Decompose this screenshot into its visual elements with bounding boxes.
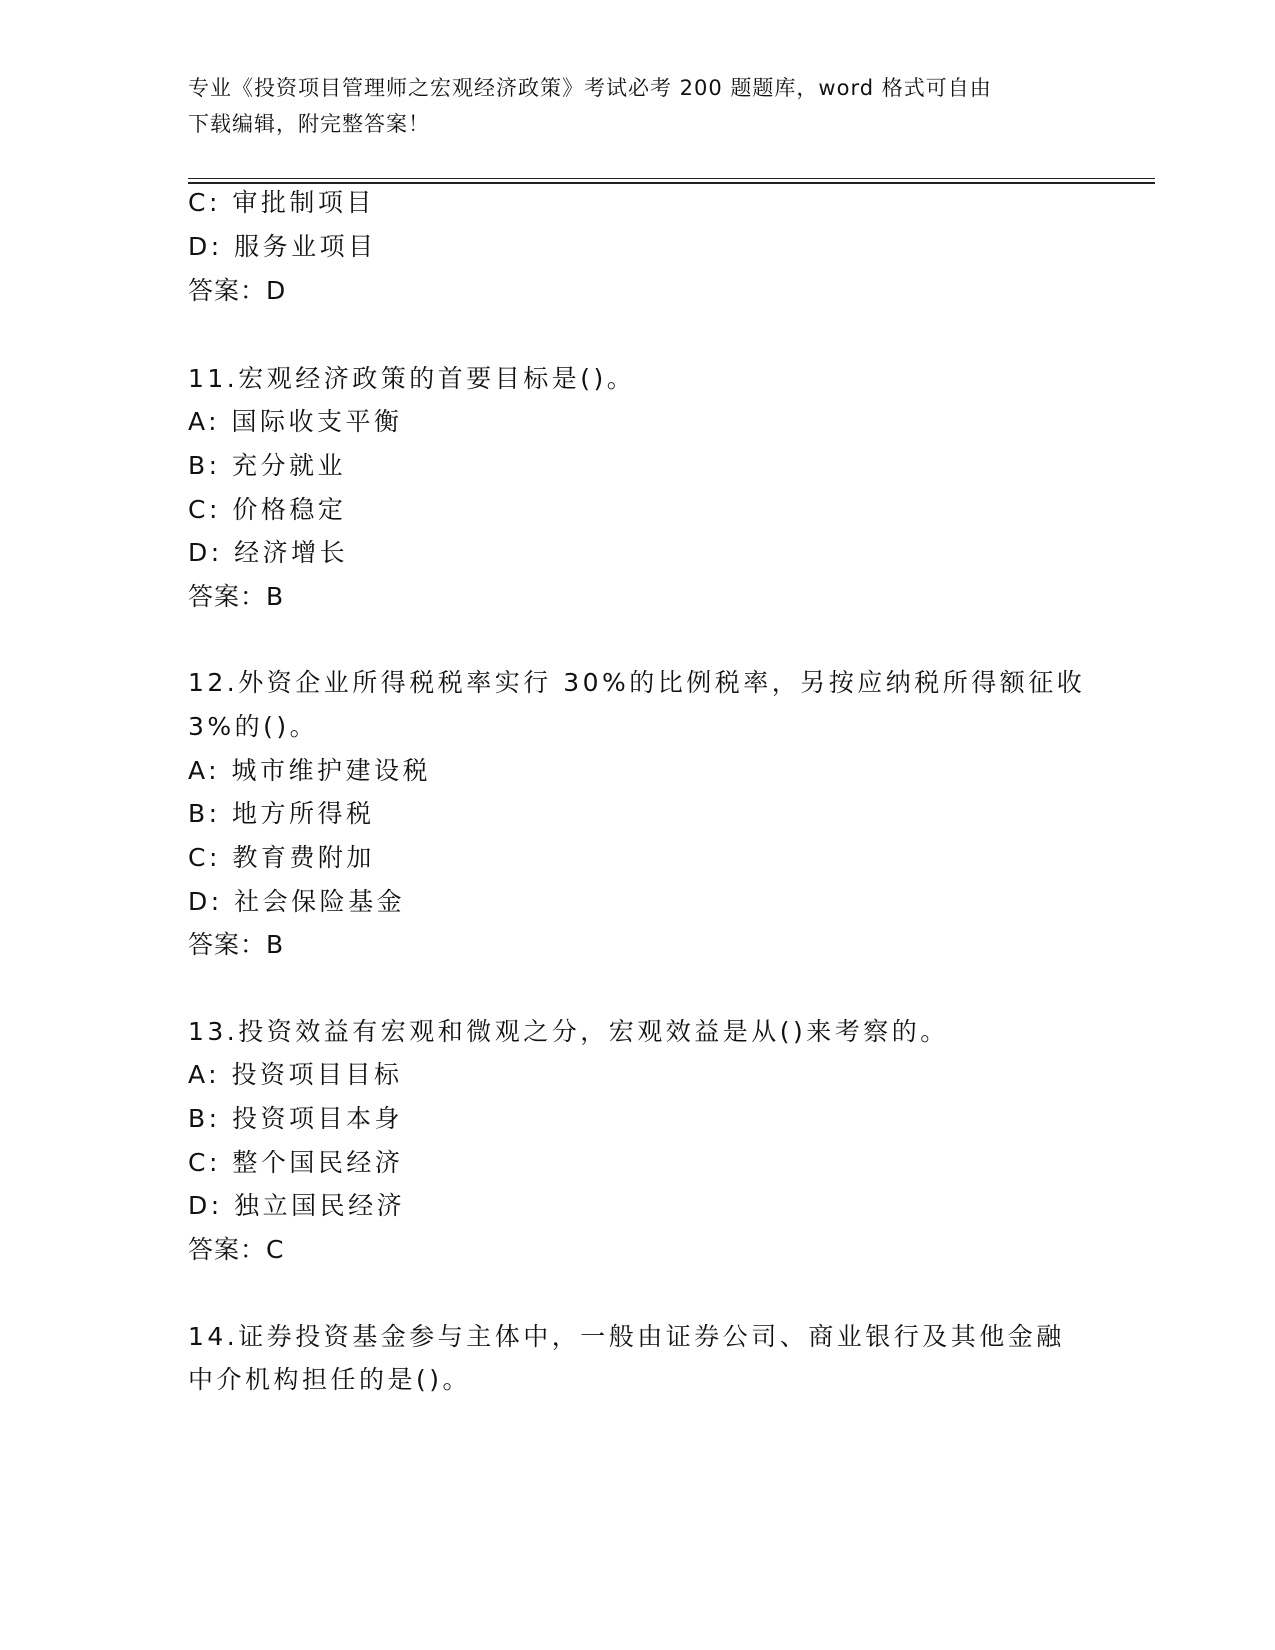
option-d: D: 独立国民经济	[188, 1191, 406, 1220]
option-c: C: 整个国民经济	[188, 1148, 404, 1177]
option-c: C: 价格稳定	[188, 495, 347, 524]
header-divider-thick	[188, 182, 1155, 184]
prev-option-d: D: 服务业项目	[188, 232, 377, 261]
document-header	[188, 70, 1068, 142]
prev-option-c: C: 审批制项目	[188, 188, 375, 217]
prev-answer: 答案：D	[188, 276, 287, 305]
header-line-1: 专业《投资项目管理师之宏观经济政策》考试必考 200 题题库，word 格式可自由	[188, 76, 992, 100]
question-stem: 11.宏观经济政策的首要目标是()。	[188, 364, 636, 393]
option-b: B: 充分就业	[188, 451, 347, 480]
option-b: B: 投资项目本身	[188, 1104, 404, 1133]
option-a: A: 国际收支平衡	[188, 407, 403, 436]
option-d: D: 社会保险基金	[188, 887, 406, 916]
option-b: B: 地方所得税	[188, 799, 375, 828]
option-a: A: 投资项目目标	[188, 1060, 403, 1089]
option-d: D: 经济增长	[188, 538, 349, 567]
question-stem: 14.证券投资基金参与主体中，一般由证券公司、商业银行及其他金融	[188, 1322, 1065, 1351]
header-line-2: 下载编辑，附完整答案！	[188, 112, 430, 136]
answer: 答案：B	[188, 582, 285, 611]
answer: 答案：C	[188, 1235, 285, 1264]
option-c: C: 教育费附加	[188, 843, 375, 872]
option-a: A: 城市维护建设税	[188, 756, 432, 785]
question-stem: 12.外资企业所得税税率实行 30%的比例税率，另按应纳税所得额征收	[188, 668, 1086, 697]
question-stem: 13.投资效益有宏观和微观之分，宏观效益是从()来考察的。	[188, 1017, 949, 1046]
question-stem-cont: 3%的()。	[188, 712, 319, 741]
header-divider-thin	[188, 178, 1155, 179]
question-stem-cont: 中介机构担任的是()。	[188, 1365, 472, 1394]
answer: 答案：B	[188, 930, 285, 959]
